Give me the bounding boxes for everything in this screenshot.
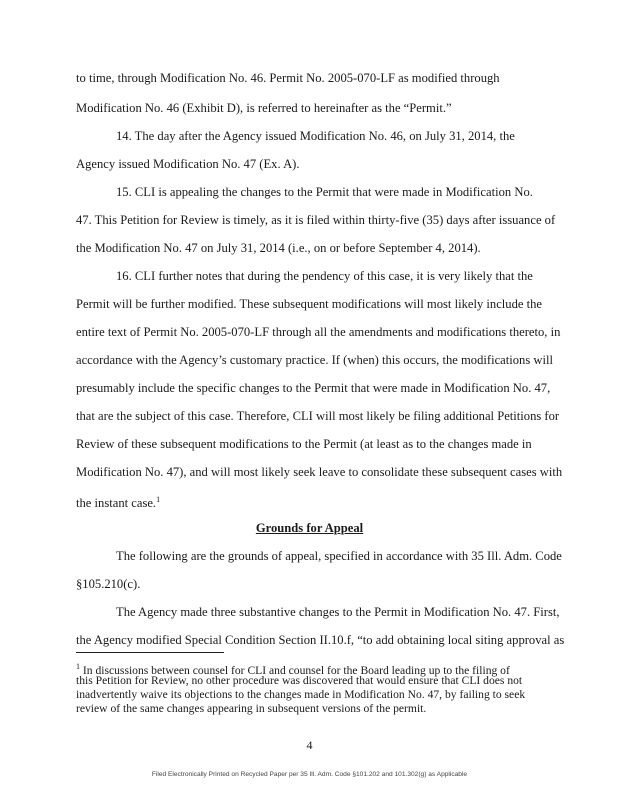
- body-line: the Modification No. 47 on July 31, 2014 (i.e., on or before September 4, 2014).: [76, 241, 481, 255]
- footnote-reference: 1: [156, 495, 161, 504]
- page-number: 4: [306, 738, 313, 752]
- body-line: Modification No. 46 (Exhibit D), is referred to hereinafter as the “Permit.”: [76, 101, 452, 115]
- body-line: presumably include the specific changes to the Permit that were made in Modification No. 47,: [76, 381, 551, 395]
- body-line: accordance with the Agency’s customary practice. If (when) this occurs, the modifications will: [76, 353, 553, 367]
- paragraph-15: 15. CLI is appealing the changes to the Permit that were made in Modification No.: [116, 185, 533, 199]
- paragraph-14: 14. The day after the Agency issued Modification No. 46, on July 31, 2014, the: [116, 129, 515, 143]
- body-line: Review of these subsequent modifications to the Permit (at least as to the changes made in: [76, 437, 532, 451]
- section-heading: Grounds for Appeal: [255, 521, 364, 535]
- footnote-line: this Petition for Review, no other procedure was discovered that would ensure that CLI does not: [76, 674, 523, 687]
- grounds-line: The Agency made three substantive changes to the Permit in Modification No. 47. First,: [116, 605, 560, 619]
- filing-footer: Filed Electronically Printed on Recycled Paper per 35 Ill. Adm. Code §101.202 and 101.302(g) as Applicable: [151, 771, 468, 778]
- grounds-line: the Agency modified Special Condition Section II.10.f, “to add obtaining local siting approval as: [76, 633, 565, 647]
- body-line: entire text of Permit No. 2005-070-LF through all the amendments and modifications thereto, in: [76, 325, 561, 339]
- body-line: to time, through Modification No. 46. Permit No. 2005-070-LF as modified through: [76, 71, 500, 85]
- grounds-line: The following are the grounds of appeal, specified in accordance with 35 Ill. Adm. Code: [116, 549, 562, 563]
- paragraph-16: 16. CLI further notes that during the pendency of this case, it is very likely that the: [116, 269, 533, 283]
- footnote-line: review of the same changes appearing in subsequent versions of the permit.: [76, 702, 427, 715]
- body-line: Modification No. 47), and will most likely seek leave to consolidate these subsequent cases with: [76, 465, 563, 479]
- body-line-last: [76, 492, 160, 511]
- footnote-line: inadvertently waive its objections to the changes made in Modification No. 47, by failing to seek: [76, 688, 526, 701]
- footnote-marker: 1: [76, 662, 80, 671]
- body-line: 47. This Petition for Review is timely, as it is filed within thirty-five (35) days after issuance of: [76, 213, 556, 227]
- body-line-text: the instant case.: [76, 496, 157, 511]
- footnote-text: In discussions between counsel for CLI and counsel for the Board leading up to the filing of: [82, 663, 510, 677]
- grounds-line: §105.210(c).: [76, 577, 141, 591]
- body-line: Permit will be further modified. These subsequent modifications will most likely include the: [76, 297, 542, 311]
- body-line: Agency issued Modification No. 47 (Ex. A).: [76, 157, 300, 171]
- body-line: that are the subject of this case. Therefore, CLI will most likely be filing additional Petitions for: [76, 409, 560, 423]
- footnote-separator: [76, 652, 224, 653]
